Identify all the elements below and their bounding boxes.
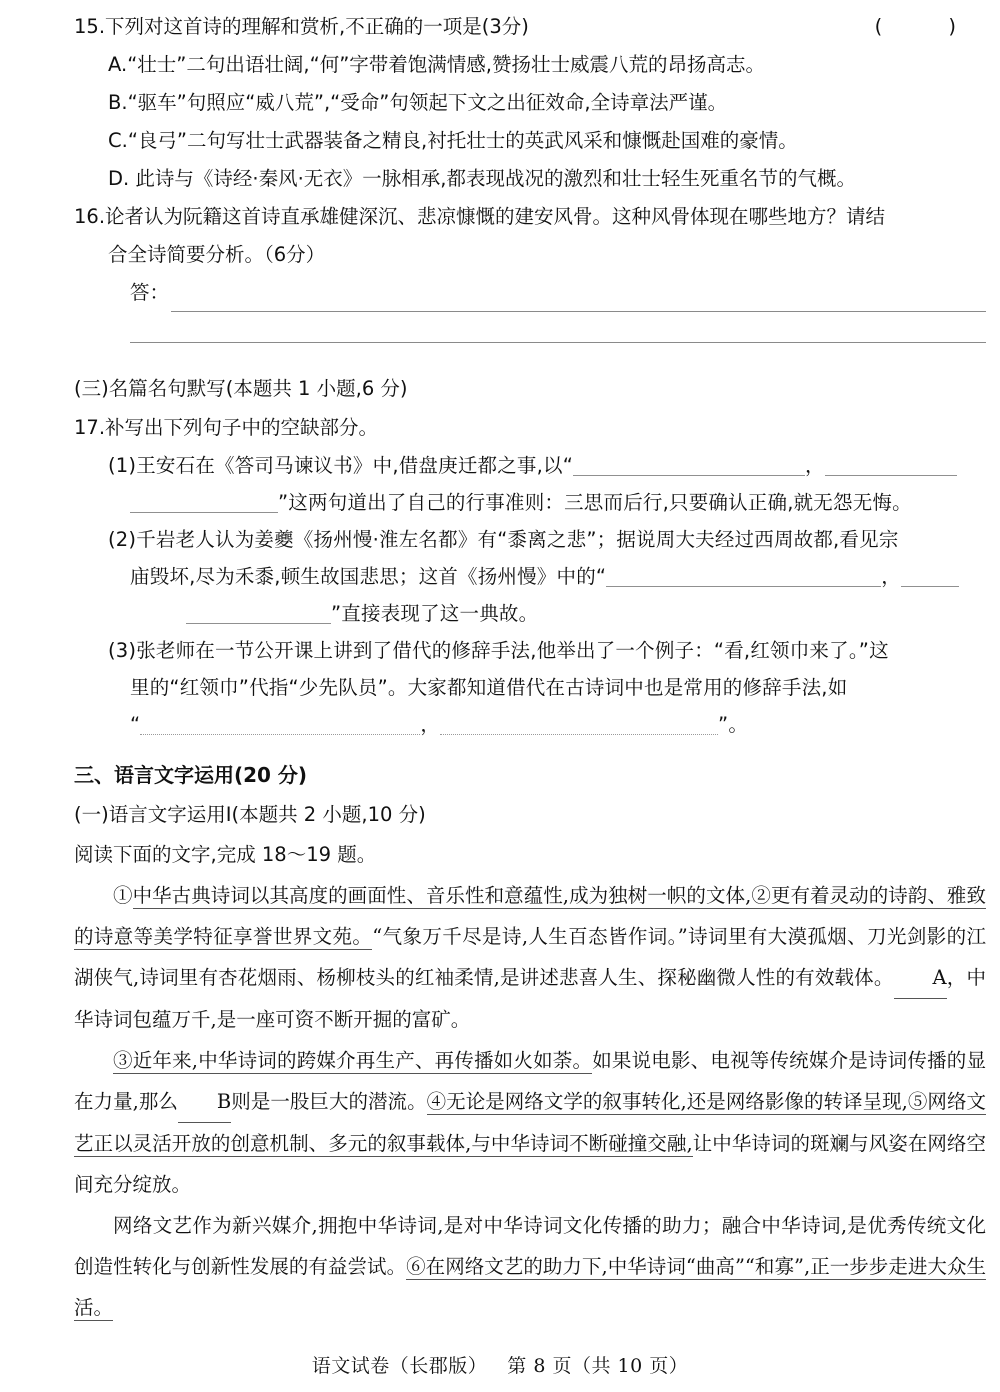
question-17-stem: 补写出下列句子中的空缺部分。: [105, 416, 379, 439]
underlined-sentence-1: 中华古典诗词以其高度的画面性、音乐性和意蕴性,成为独树一帜的文体,: [132, 884, 752, 907]
item-3-marker: (3): [108, 639, 137, 662]
sentence-marker-3: ③: [113, 1049, 133, 1072]
passage-paragraph-3: [74, 1205, 986, 1328]
item-1-comma: ，: [805, 454, 825, 477]
subsection-heading-language-use-1: (一)语言文字运用Ⅰ(本题共 2 小题,10 分): [74, 803, 426, 826]
item-3-open-quote: “: [130, 713, 141, 736]
item-1-text-pre: 王安石在《答司马谏议书》中,借盘庚迁都之事,以“: [136, 454, 574, 477]
sentence-marker-4: ④: [426, 1090, 447, 1113]
reading-instruction: 阅读下面的文字,完成 18～19 题。: [74, 843, 377, 866]
question-15-stem-text: 下列对这首诗的理解和赏析,不正确的一项是(3分): [105, 15, 529, 38]
item-3-comma: ，: [420, 713, 441, 736]
answer-rule-16-line2[interactable]: [130, 312, 986, 343]
answer-bracket-15[interactable]: ( ): [874, 15, 986, 38]
item-2-text-post: ”直接表现了这一典故。: [331, 602, 539, 625]
sentence-marker-1: ①: [113, 884, 133, 907]
item-2-comma: ，: [881, 565, 901, 588]
question-16-stem-line1: 论者认为阮籍这首诗直承雄健深沉、悲凉慷慨的建安风骨。这种风骨体现在哪些地方？请结: [105, 205, 886, 228]
question-15-stem: 15.: [74, 15, 106, 38]
item-3-close-quote: ”: [718, 713, 729, 736]
page-footer: [0, 1351, 1000, 1378]
blank-17-3-a[interactable]: [140, 714, 420, 735]
passage-p2-rest-1: 如果说电影、电视等传统媒介是诗词传播的显在力量,那么: [74, 1049, 986, 1113]
answer-label-16: 答：: [130, 281, 170, 304]
sentence-marker-5: ⑤: [907, 1090, 928, 1113]
blank-17-1-c[interactable]: [130, 492, 278, 513]
question-15-stem-row: [74, 8, 986, 46]
question-17-item-2-line-1: [74, 521, 986, 558]
question-16-stem-row-1: [74, 198, 986, 236]
page-content: [74, 8, 986, 1328]
blank-17-3-b[interactable]: [440, 714, 718, 735]
passage-p1-rest-2: ，中华诗词包蕴万千,是一座可资不断开掘的富矿。: [74, 966, 986, 1031]
footer-page-number: 第 8 页（共 10 页）: [507, 1355, 689, 1377]
blank-17-2-a[interactable]: [606, 566, 881, 587]
question-17-item-2-line-3: [74, 595, 986, 632]
section-three-heading: (三)名篇名句默写(本题共 1 小题,6 分): [74, 377, 408, 400]
passage-p3-rest-1: 网络文艺作为新兴媒介,拥抱中华诗词,是对中华诗词文化传播的助力；融合中华诗词,是优秀传统文化创造性转化与创新性发展的有益尝试。: [74, 1214, 986, 1278]
underlined-sentence-2: 更有着灵动的诗韵、雅致的诗意等美学特征享誉世界文苑。: [74, 884, 986, 948]
underlined-sentence-6: 在网络文艺的助力下,中华诗词“曲高”“和寡”,正一步步走进大众生活。: [74, 1255, 986, 1319]
question-17-number: 17.: [74, 416, 106, 439]
underlined-sentence-4: 无论是网络文学的叙事转化,还是网络影像的转译呈现,: [446, 1090, 908, 1113]
item-3-period: 。: [728, 713, 749, 736]
section-spacer: [74, 343, 986, 369]
blank-17-1-a[interactable]: [573, 455, 805, 476]
question-17-item-2-line-2: [74, 558, 986, 595]
passage-paragraph-2: [74, 1040, 986, 1205]
pre-section-spacer: [74, 743, 986, 755]
question-17-item-1-line-2: [74, 484, 986, 521]
question-17-item-3-line-2: [74, 669, 986, 706]
passage-p2-rest-2: 则是一股巨大的潜流。: [231, 1090, 427, 1113]
blank-17-1-b[interactable]: [825, 455, 957, 476]
blank-marker-a[interactable]: A: [894, 957, 947, 999]
item-1-text-post: ”这两句道出了自己的行事准则：三思而后行,只要确认正确,就无怨无悔。: [278, 491, 912, 514]
item-1-marker: (1): [108, 454, 137, 477]
footer-paper-title: 语文试卷（长郡版）: [311, 1355, 488, 1377]
item-2-marker: (2): [108, 528, 137, 551]
reading-passage: [74, 875, 986, 1328]
blank-17-2-b[interactable]: [901, 566, 959, 587]
underlined-sentence-5: 网络文艺正以灵活开放的创意机制、多元的叙事载体,与中华诗词不断碰撞交融,: [74, 1090, 986, 1155]
question-16-stem-row-2: [74, 236, 986, 274]
answer-rule-16-line1[interactable]: [171, 289, 986, 312]
question-16-stem-line2: 合全诗简要分析。（6分）: [108, 243, 326, 266]
sentence-marker-2: ②: [751, 884, 771, 907]
passage-p1-rest-1: “气象万千尽是诗,人生百态皆作词。”诗词里有大漠孤烟、刀光剑影的江湖侠气,诗词里有杏花烟雨、杨柳枝头的红袖柔情,是讲述悲喜人生、探秘幽微人性的有效载体。: [74, 925, 986, 989]
blank-marker-b[interactable]: B: [178, 1081, 231, 1123]
question-15-option-d[interactable]: D. 此诗与《诗经·秦风·无衣》一脉相承,都表现战况的激烈和壮士轻生死重名节的气概。: [108, 167, 857, 190]
question-15-option-a[interactable]: A.“壮士”二句出语壮阔,“何”字带着饱满情感,赞扬壮士威震八荒的昂扬高志。: [108, 53, 766, 76]
question-17-stem-row: [74, 409, 986, 447]
item-2-text-line1: 千岩老人认为姜夔《扬州慢·淮左名都》有“黍离之悲”；据说周大夫经过西周故都,看见宗: [136, 528, 899, 551]
question-16-number: 16.: [74, 205, 106, 228]
question-17-item-3-line-1: [74, 632, 986, 669]
question-16-answer-row: [74, 274, 986, 312]
item-3-text-line1: 张老师在一节公开课上讲到了借代的修辞手法,他举出了一个例子：“看,红领巾来了。”这: [136, 639, 889, 662]
question-15-option-b[interactable]: B.“驱车”句照应“威八荒”,“受命”句领起下文之出征效命,全诗章法严谨。: [108, 91, 728, 114]
section-heading-language-use: 三、语言文字运用(20 分): [74, 763, 308, 787]
passage-p2-rest-3: 让中华诗词的斑斓与风姿在网络空间充分绽放。: [74, 1132, 986, 1196]
question-17-item-1-line-1: [74, 447, 986, 484]
item-3-text-line2: 里的“红领巾”代指“少先队员”。大家都知道借代在古诗词中也是常用的修辞手法,如: [130, 676, 848, 699]
underlined-sentence-3: 近年来,中华诗词的跨媒介再生产、再传播如火如荼。: [132, 1049, 593, 1072]
question-15-option-c[interactable]: C.“良弓”二句写壮士武器装备之精良,衬托壮士的英武风采和慷慨赴国难的豪情。: [108, 129, 798, 152]
blank-17-2-c[interactable]: [186, 603, 331, 624]
sentence-marker-6: ⑥: [406, 1255, 426, 1278]
item-2-text-pre: 庙毁坏,尽为禾黍,顿生故国悲思；这首《扬州慢》中的“: [130, 565, 607, 588]
passage-paragraph-1: [74, 875, 986, 1040]
question-17-item-3-line-3: [74, 706, 986, 743]
